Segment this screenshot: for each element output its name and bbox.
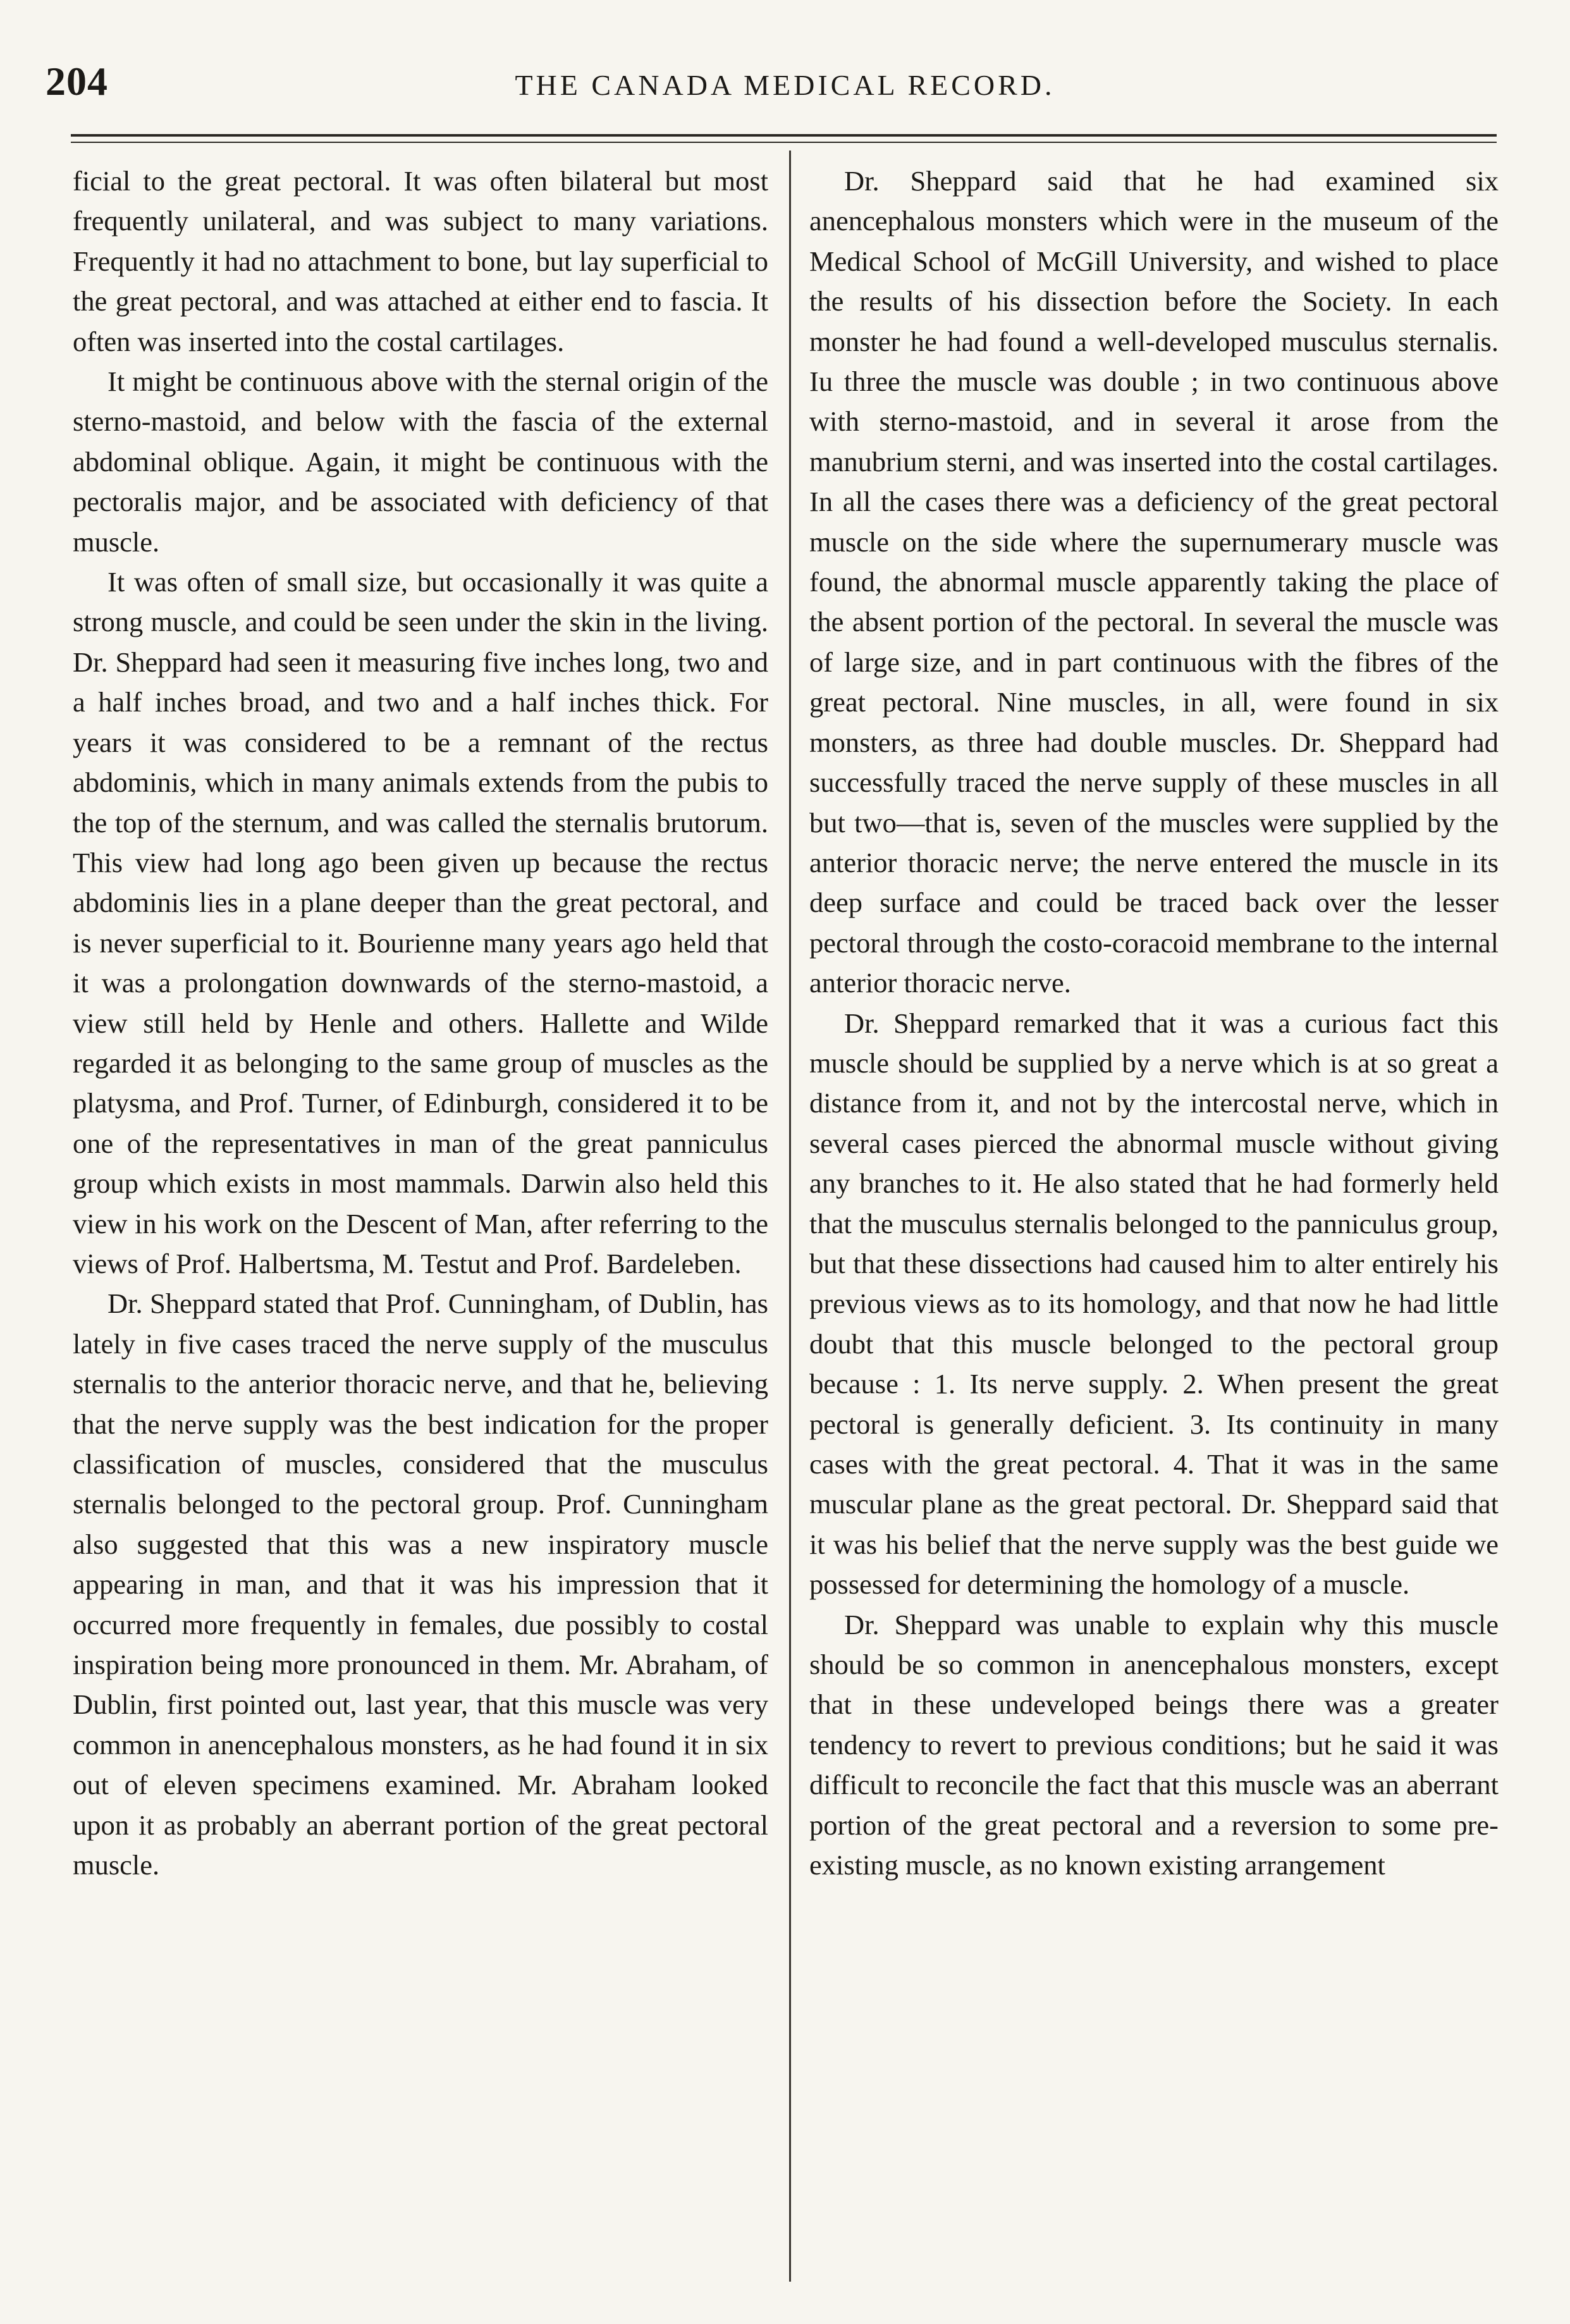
- left-column: [73, 161, 768, 2292]
- paragraph: ficial to the great pectoral. It was often bilateral but most frequently unilateral, and was subject to many variations. Frequently it had no attachment to bone, but lay superficial to the great pectoral, and was attached at either end to fascia. It often was inserted into the costal cartilages.: [73, 165, 768, 357]
- header-rule-thin: [71, 142, 1497, 143]
- paragraph: It might be continuous above with the sternal origin of the sterno-mastoid, and below with the fascia of the external abdominal oblique. Again, it might be continuous with the pectoralis major, and be associated with deficiency of that muscle.: [73, 366, 768, 558]
- right-column: [809, 161, 1499, 2292]
- paragraph: It was often of small size, but occasionally it was quite a strong muscle, and could be seen under the skin in the living. Dr. Sheppard had seen it measuring five inches long, two and a half inches broad, and two and a half inches thick. For years it was considered to be a remnant of the rectus abdominis, which in many animals extends from the pubis to the top of the sternum, and was called the sternalis brutorum. This view had long ago been given up because the rectus abdominis lies in a plane deeper than the great pectoral, and is never superficial to it. Bourienne many years ago held that it was a prolongation downwards of the sterno-mastoid, a view still held by Henle and others. Hallette and Wilde regarded it as belonging to the same group of muscles as the platysma, and Prof. Turner, of Edinburgh, considered it to be one of the representatives in man of the great panniculus group which exists in most mammals. Darwin also held this view in his work on the Descent of Man, after referring to the views of Prof. Halbertsma, M. Testut and Prof. Bardeleben.: [73, 566, 768, 1279]
- paragraph: Dr. Sheppard said that he had examined six anencephalous monsters which were in the museum of the Medical School of McGill University, and wished to place the results of his dissection before the Society. In each monster he had found a well-developed musculus sternalis. Iu three the muscle was double ; in two continuous above with sterno-mastoid, and in several it arose from the manubrium sterni, and was inserted into the costal cartilages. In all the cases there was a deficiency of the great pectoral muscle on the side where the supernumerary muscle was found, the abnormal muscle apparently taking the place of the absent portion of the pectoral. In several the muscle was of large size, and in part continuous with the fibres of the great pectoral. Nine muscles, in all, were found in six monsters, as three had double muscles. Dr. Sheppard had successfully traced the nerve supply of these muscles in all but two—that is, seven of the muscles were supplied by the anterior thoracic nerve; the nerve entered the muscle in its deep surface and could be traced back over the lesser pectoral through the costo-coracoid membrane to the internal anterior thoracic nerve.: [809, 165, 1499, 999]
- column-divider: [789, 151, 791, 2282]
- running-title: THE CANADA MEDICAL RECORD.: [515, 69, 1055, 101]
- paragraph: Dr. Sheppard remarked that it was a curious fact this muscle should be supplied by a nerve which is at so great a distance from it, and not by the intercostal nerve, which in several cases pierced the abnormal muscle without giving any branches to it. He also stated that he had formerly held that the musculus sternalis belonged to the panniculus group, but that these dissections had caused him to alter entirely his previous views as to its homology, and that now he had little doubt that this muscle belonged to the pectoral group because : 1. Its nerve supply. 2. When present the great pectoral is generally deficient. 3. Its continuity in many cases with the great pectoral. 4. That it was in the same muscular plane as the great pectoral. Dr. Sheppard said that it was his belief that the nerve supply was the best guide we possessed for determining the homology of a muscle.: [809, 1007, 1499, 1601]
- page-number: 204: [46, 59, 108, 104]
- paragraph: Dr. Sheppard stated that Prof. Cunningham, of Dublin, has lately in five cases traced the nerve supply of the musculus sternalis to the anterior thoracic nerve, and that he, believing that the nerve supply was the best indication for the proper classification of muscles, considered that the musculus sternalis belonged to the pectoral group. Prof. Cunningham also suggested that this was a new inspiratory muscle appearing in man, and that it was his impression that it occurred more frequently in females, due possibly to costal inspiration being more pronounced in them. Mr. Abraham, of Dublin, first pointed out, last year, that this muscle was very common in anencephalous monsters, as he had found it in six out of eleven specimens examined. Mr. Abraham looked upon it as probably an aberrant portion of the great pectoral muscle.: [73, 1288, 768, 1881]
- paragraph: Dr. Sheppard was unable to explain why this muscle should be so common in anencephalous monsters, except that in these undeveloped beings there was a greater tendency to revert to previous conditions; but he said it was difficult to reconcile the fact that this muscle was an aberrant portion of the great pectoral and a reversion to some pre-existing muscle, as no known existing arrangement: [809, 1608, 1499, 1881]
- header-rule-thick: [71, 134, 1497, 137]
